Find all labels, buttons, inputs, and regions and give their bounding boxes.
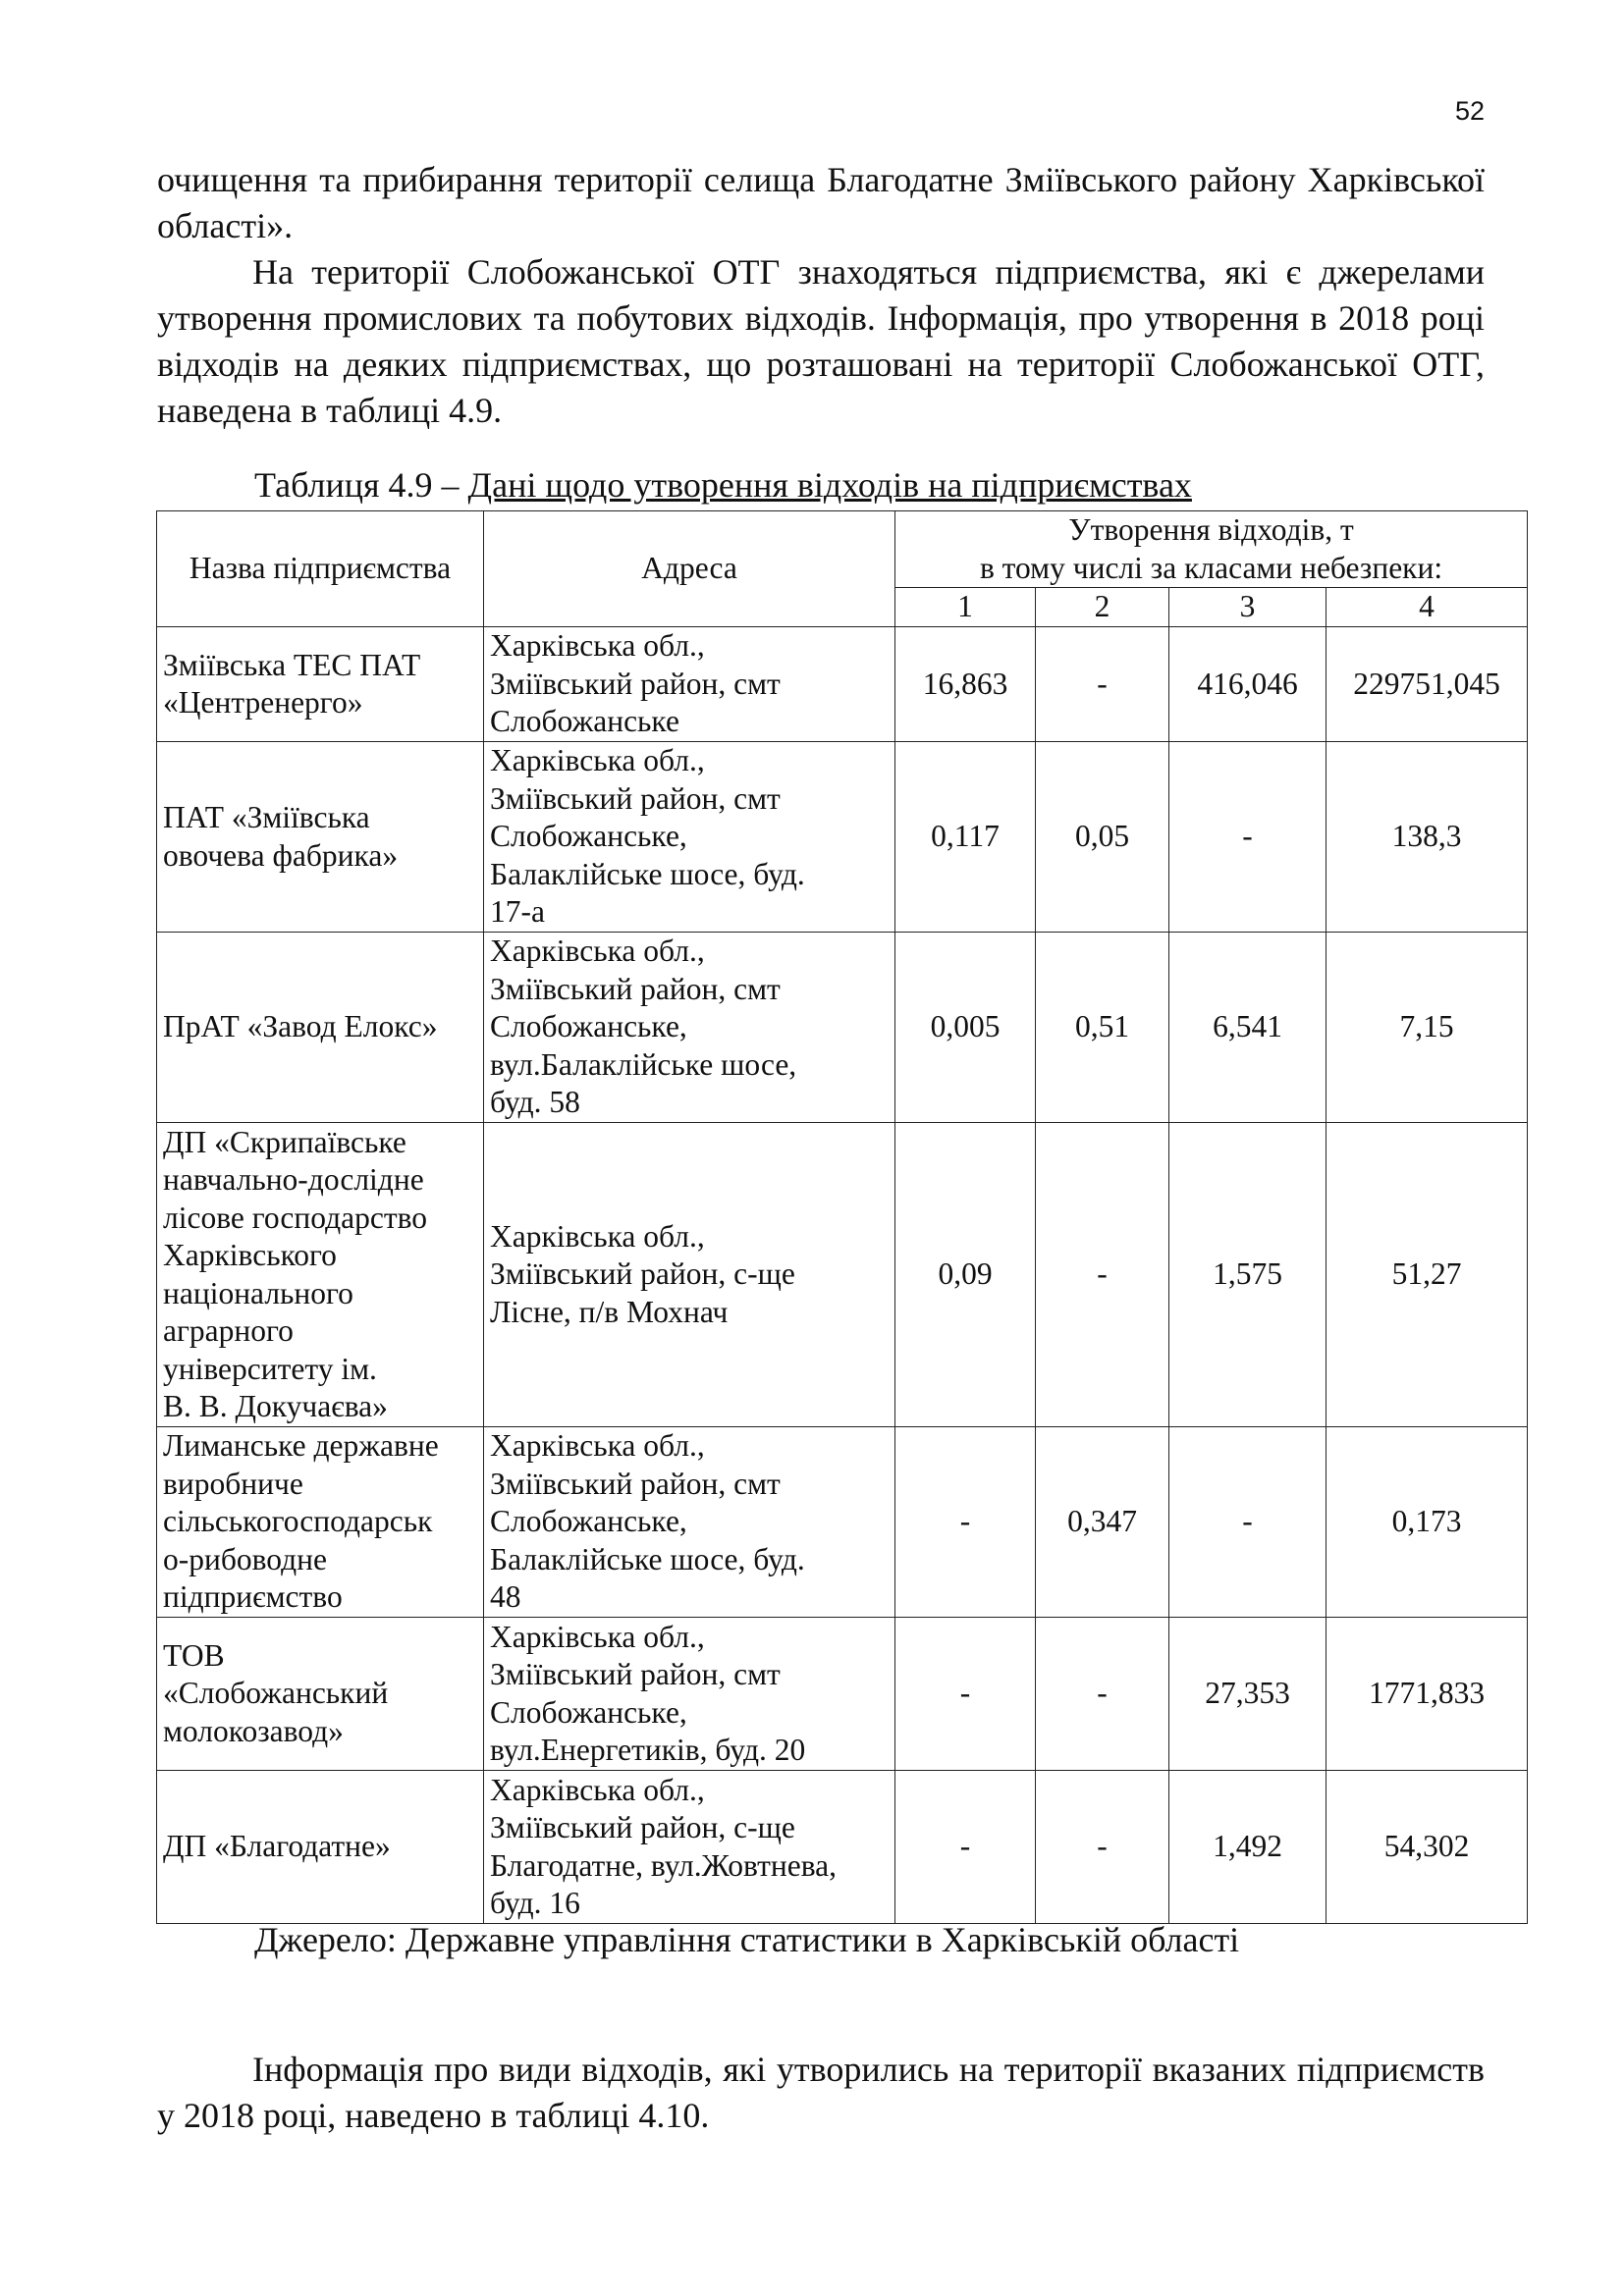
enterprise-name-line: ПрАТ «Завод Елокс» xyxy=(163,1009,438,1044)
enterprise-name-line: Зміївська ТЕС ПАТ xyxy=(163,647,421,682)
waste-class-3-value: - xyxy=(1169,742,1326,933)
address-line: Зміївський район, смт xyxy=(490,1466,781,1501)
enterprise-name-cell xyxy=(157,742,484,933)
waste-class-4-value: 0,173 xyxy=(1326,1427,1528,1618)
address-line: Слобожанське, xyxy=(490,1009,687,1044)
header-hazard-class: 4 xyxy=(1326,588,1528,627)
waste-class-4-value: 51,27 xyxy=(1326,1123,1528,1427)
waste-class-2-value: - xyxy=(1036,1123,1169,1427)
address-line: буд. 16 xyxy=(490,1886,580,1920)
enterprise-name-line: сільськогосподарськ xyxy=(163,1504,433,1539)
waste-table xyxy=(156,510,1528,1924)
waste-class-3-value: 6,541 xyxy=(1169,933,1326,1123)
address-line: Зміївський район, с-ще xyxy=(490,1256,795,1292)
waste-class-3-value: 416,046 xyxy=(1169,627,1326,742)
waste-class-2-value: - xyxy=(1036,1618,1169,1771)
address-cell xyxy=(484,1123,895,1427)
enterprise-name-line: «Слобожанський xyxy=(163,1676,389,1711)
enterprise-name-line: лісове господарство xyxy=(163,1200,428,1235)
address-line: Слобожанське, xyxy=(490,1504,687,1539)
waste-class-1-value: - xyxy=(895,1771,1036,1924)
enterprise-name-line: «Центренерго» xyxy=(163,685,363,720)
address-cell xyxy=(484,933,895,1123)
address-line: Слобожанське xyxy=(490,704,679,739)
enterprise-name-line: університету ім. xyxy=(163,1351,377,1386)
waste-class-4-value: 229751,045 xyxy=(1326,627,1528,742)
waste-class-1-value: 16,863 xyxy=(895,627,1036,742)
address-line: 17-а xyxy=(490,894,545,930)
paragraph-enterprises: На території Слобожанської ОТГ знаходяться підприємства, які є джерелами утворення промислових та побутових відходів. Інформація, про утворення в 2018 році відходів на деяких підприємствах, що розташовані на території Слобожанської ОТГ, наведена в таблиці 4.9. xyxy=(157,252,1485,430)
table-row xyxy=(157,1618,1528,1771)
waste-class-1-value: 0,005 xyxy=(895,933,1036,1123)
paragraph-intro: очищення та прибирання території селища Благодатне Зміївського району Харківської області». xyxy=(157,160,1485,245)
enterprise-name-cell xyxy=(157,1771,484,1924)
table-row xyxy=(157,933,1528,1123)
address-line: Харківська обл., xyxy=(490,1428,705,1464)
table-row xyxy=(157,742,1528,933)
table-row xyxy=(157,1123,1528,1427)
waste-class-2-value: - xyxy=(1036,627,1169,742)
enterprise-name-cell xyxy=(157,933,484,1123)
waste-class-1-value: - xyxy=(895,1618,1036,1771)
header-hazard-class: 2 xyxy=(1036,588,1169,627)
header-waste-line2: в тому числі за класами небезпеки: xyxy=(979,550,1443,585)
header-waste-generation xyxy=(895,511,1528,588)
enterprise-name-line: ДП «Скрипаївське xyxy=(163,1124,406,1159)
address-line: Слобожанське, xyxy=(490,1694,687,1730)
address-line: Харківська обл., xyxy=(490,628,705,664)
table-caption-prefix: Таблиця 4.9 – xyxy=(254,465,468,505)
address-cell xyxy=(484,1427,895,1618)
address-line: Зміївський район, с-ще xyxy=(490,1810,795,1844)
enterprise-name-cell xyxy=(157,1123,484,1427)
enterprise-name-line: ПАТ «Зміївська xyxy=(163,800,370,834)
waste-class-4-value: 138,3 xyxy=(1326,742,1528,933)
enterprise-name-line: навчально-дослідне xyxy=(163,1162,424,1197)
address-line: Благодатне, вул.Жовтнева, xyxy=(490,1847,838,1883)
address-line: Харківська обл., xyxy=(490,934,705,969)
waste-class-2-value: 0,51 xyxy=(1036,933,1169,1123)
header-hazard-class: 1 xyxy=(895,588,1036,627)
waste-class-1-value: - xyxy=(895,1427,1036,1618)
address-cell xyxy=(484,742,895,933)
address-line: 48 xyxy=(490,1579,521,1615)
address-line: вул.Енергетиків, буд. 20 xyxy=(490,1733,806,1767)
enterprise-name-line: Харківського xyxy=(163,1238,337,1272)
address-line: Харківська обл., xyxy=(490,743,705,778)
enterprise-name-line: ДП «Благодатне» xyxy=(163,1829,391,1864)
waste-class-3-value: 1,492 xyxy=(1169,1771,1326,1924)
enterprise-name-cell xyxy=(157,1618,484,1771)
waste-class-4-value: 7,15 xyxy=(1326,933,1528,1123)
enterprise-name-line: аграрного xyxy=(163,1313,294,1348)
address-line: вул.Балаклійське шосе, xyxy=(490,1046,797,1082)
enterprise-name-line: о-рибоводне xyxy=(163,1541,327,1576)
enterprise-name-line: національного xyxy=(163,1275,353,1310)
waste-class-4-value: 1771,833 xyxy=(1326,1618,1528,1771)
table-source: Джерело: Державне управління статистики в Харківській області xyxy=(254,1920,1240,1959)
waste-class-3-value: - xyxy=(1169,1427,1326,1618)
table-row xyxy=(157,627,1528,742)
waste-class-2-value: - xyxy=(1036,1771,1169,1924)
address-line: Балаклійське шосе, буд. xyxy=(490,856,805,891)
table-caption-title: Дані щодо утворення відходів на підприємствах xyxy=(467,465,1192,505)
address-line: Зміївський район, смт xyxy=(490,780,781,816)
header-hazard-class: 3 xyxy=(1169,588,1326,627)
table-row xyxy=(157,1427,1528,1618)
page-number: 52 xyxy=(1454,96,1485,126)
header-waste-line1: Утворення відходів, т xyxy=(1068,512,1354,548)
address-line: Балаклійське шосе, буд. xyxy=(490,1541,805,1576)
waste-class-3-value: 1,575 xyxy=(1169,1123,1326,1427)
enterprise-name-line: Лиманське державне xyxy=(163,1428,439,1464)
enterprise-name-line: молокозавод» xyxy=(163,1713,344,1748)
address-line: буд. 58 xyxy=(490,1085,580,1120)
enterprise-name-cell xyxy=(157,1427,484,1618)
enterprise-name-line: ТОВ xyxy=(163,1637,225,1673)
address-line: Лісне, п/в Мохнач xyxy=(490,1294,729,1329)
address-cell xyxy=(484,1771,895,1924)
waste-class-1-value: 0,09 xyxy=(895,1123,1036,1427)
address-line: Слобожанське, xyxy=(490,819,687,854)
enterprise-name-line: виробниче xyxy=(163,1466,303,1501)
enterprise-name-line: В. В. Докучаєва» xyxy=(163,1389,388,1423)
enterprise-name-cell xyxy=(157,627,484,742)
address-cell xyxy=(484,627,895,742)
address-line: Зміївський район, смт xyxy=(490,666,781,701)
address-line: Зміївський район, смт xyxy=(490,1657,781,1691)
table-caption xyxy=(254,463,1192,507)
waste-class-3-value: 27,353 xyxy=(1169,1618,1326,1771)
header-enterprise-name: Назва підприємства xyxy=(157,511,484,627)
address-cell xyxy=(484,1618,895,1771)
address-line: Харківська обл., xyxy=(490,1619,705,1654)
enterprise-name-line: підприємство xyxy=(163,1579,343,1615)
waste-class-2-value: 0,05 xyxy=(1036,742,1169,933)
waste-class-1-value: 0,117 xyxy=(895,742,1036,933)
waste-class-4-value: 54,302 xyxy=(1326,1771,1528,1924)
waste-class-2-value: 0,347 xyxy=(1036,1427,1169,1618)
address-line: Харківська обл., xyxy=(490,1218,705,1254)
address-line: Харківська обл., xyxy=(490,1772,705,1807)
table-row xyxy=(157,1771,1528,1924)
enterprise-name-line: овочева фабрика» xyxy=(163,837,399,873)
header-address: Адреса xyxy=(484,511,895,627)
address-line: Зміївський район, смт xyxy=(490,971,781,1006)
paragraph-next-table: Інформація про види відходів, які утворились на території вказаних підприємств у 2018 році, наведено в таблиці 4.10. xyxy=(157,2050,1485,2135)
